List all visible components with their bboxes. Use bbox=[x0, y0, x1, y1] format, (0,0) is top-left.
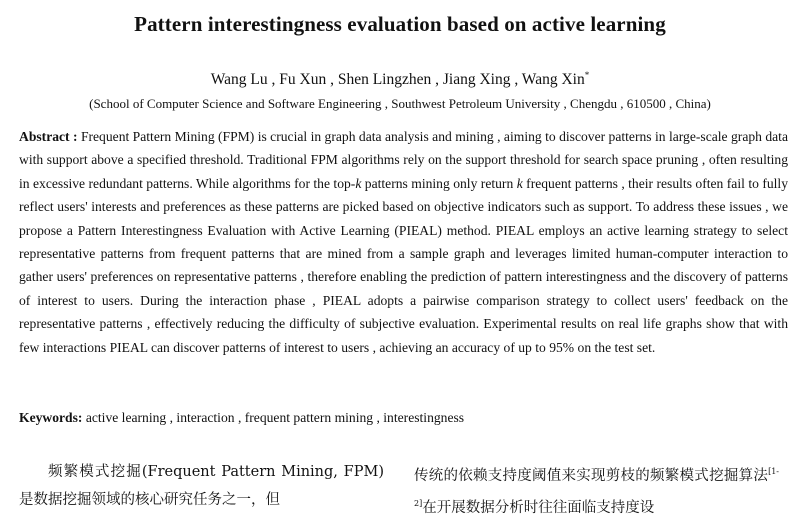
body-column-left: 频繁模式挖掘(Frequent Pattern Mining, FPM)是数据挖掘领域的核心研究任务之一，但 bbox=[19, 464, 384, 508]
abstract-k-2: k bbox=[516, 175, 523, 191]
affiliation: (School of Computer Science and Software Engineering , Southwest Petroleum University , Chengdu , 610500 , China) bbox=[89, 96, 711, 111]
abstract-text-2: patterns mining only return bbox=[361, 175, 517, 191]
paper-title: Pattern interestingness evaluation based on active learning bbox=[134, 12, 666, 36]
author-list bbox=[0, 70, 800, 89]
keywords-label: Keywords: bbox=[19, 410, 83, 425]
body-column-right bbox=[414, 458, 779, 522]
keywords bbox=[19, 410, 788, 426]
keywords-text: active learning , interaction , frequent pattern mining , interestingness bbox=[82, 410, 465, 425]
author-names: Wang Lu , Fu Xun , Shen Lingzhen , Jiang Xing , Wang Xin bbox=[210, 71, 585, 89]
body-right-text-a: 传统的依赖支持度阈值来实现剪枝的频繁模式挖掘算法 bbox=[414, 467, 769, 484]
abstract-k-1: k bbox=[355, 175, 362, 191]
corresponding-author-mark: * bbox=[584, 70, 590, 80]
abstract-label: Abstract : bbox=[19, 129, 78, 144]
abstract-text-1: Frequent Pattern Mining (FPM) is crucial in graph data analysis and mining , aiming to discover patterns in large-scale graph data with support above a specified threshold. Traditional FPM algorithms rely on the support threshold for search space pruning , often resulting in excessive redundant patterns. While algorithms for the top- bbox=[19, 129, 788, 191]
abstract-text-3: frequent patterns , their results often fail to fully reflect users' interests and preferences as these patterns are picked based on objective indicators such as support. To address these issues , we propose a Pattern Interestingness Evaluation with Active Learning (PIEAL) method. PIEAL employs an active learning strategy to select representative patterns from frequent patterns that are mined from a sample graph and leverages limited human-computer interaction to gather users' preferences on representative patterns , therefore enabling the prediction of pattern interestingness and the discovery of patterns of interest to users. During the interaction phase , PIEAL adopts a pairwise comparison strategy to collect users' feedback on the representative patterns , effectively reducing the difficulty of subjective evaluation. Experimental results on real life graphs show that with few interactions PIEAL can discover patterns of interest to users , achieving an accuracy of up to 95% on the test set. bbox=[19, 175, 788, 355]
body-right-text-b: 在开展数据分析时往往面临支持度设 bbox=[422, 499, 655, 516]
citation-ref: [1-2] bbox=[414, 467, 779, 508]
abstract bbox=[19, 125, 788, 359]
